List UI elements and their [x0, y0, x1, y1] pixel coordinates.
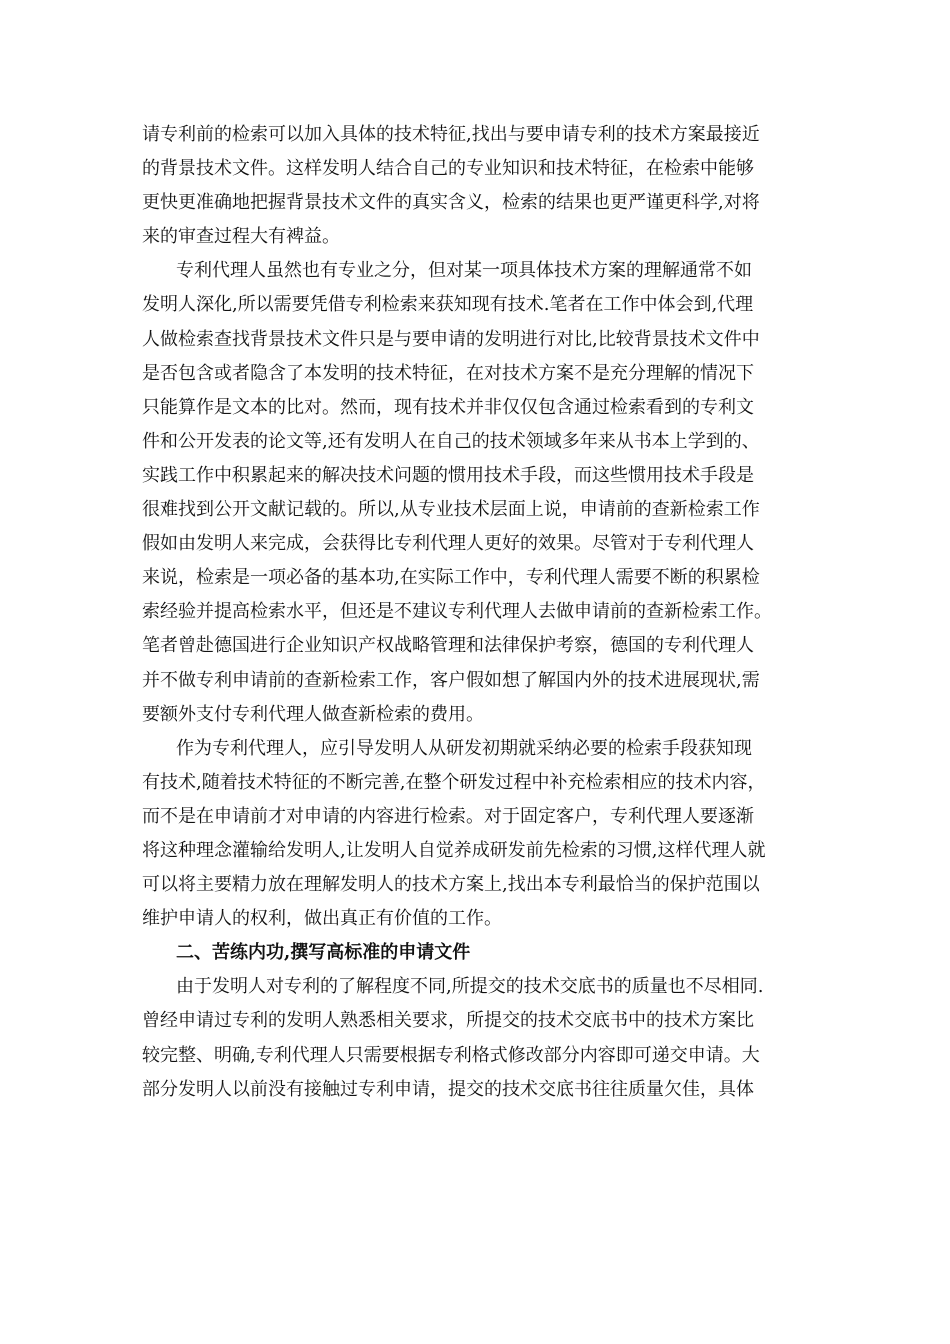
- text-line-14: 来说，检索是一项必备的基本功,在实际工作中，专利代理人需要不断的积累检: [142, 567, 760, 589]
- text-line-6: 发明人深化,所以需要凭借专利检索来获知现有技术.笔者在工作中体会到,代理: [142, 294, 754, 316]
- text-line-18: 要额外支付专利代理人做查新检索的费用。: [142, 703, 484, 725]
- text-line-12: 很难找到公开文献记载的。所以,从专业技术层面上说，申请前的查新检索工作: [142, 499, 760, 521]
- text-line-3: 更快更准确地把握背景技术文件的真实含义，检索的结果也更严谨更科学,对将: [142, 192, 760, 214]
- text-line-28: 较完整、明确,专利代理人只需要根据专利格式修改部分内容即可递交申请。大: [142, 1044, 760, 1066]
- text-line-22: 将这种理念灌输给发明人,让发明人自觉养成研发前先检索的习惯,这样代理人就: [142, 839, 766, 861]
- text-line-13: 假如由发明人来完成，会获得比专利代理人更好的效果。尽管对于专利代理人: [142, 533, 754, 555]
- text-line-10: 件和公开发表的论文等,还有发明人在自己的技术领域多年来从书本上学到的、: [142, 430, 760, 452]
- text-line-7: 人做检索查找背景技术文件只是与要申请的发明进行对比,比较背景技术文件中: [142, 328, 760, 350]
- text-line-9: 只能算作是文本的比对。然而，现有技术并非仅仅包含通过检索看到的专利文: [142, 396, 754, 418]
- text-line-23: 可以将主要精力放在理解发明人的技术方案上,找出本专利最恰当的保护范围以: [142, 874, 760, 896]
- document-page: [142, 118, 810, 1107]
- text-line-8: 是否包含或者隐含了本发明的技术特征，在对技术方案不是充分理解的情况下: [142, 362, 754, 384]
- text-line-27: 曾经申请过专利的发明人熟悉相关要求，所提交的技术交底书中的技术方案比: [142, 1010, 754, 1032]
- text-line-11: 实践工作中积累起来的解决技术问题的惯用技术手段，而这些惯用技术手段是: [142, 464, 754, 486]
- text-line-29: 部分发明人以前没有接触过专利申请，提交的技术交底书往往质量欠佳，具体: [142, 1078, 754, 1100]
- section-heading: 二、苦练内功,撰写高标准的申请文件: [176, 942, 471, 964]
- text-line-15: 索经验并提高检索水平，但还是不建议专利代理人去做申请前的查新检索工作。: [142, 601, 772, 623]
- text-line-1: 请专利前的检索可以加入具体的技术特征,找出与要申请专利的技术方案最接近: [142, 124, 760, 145]
- text-line-5: 专利代理人虽然也有专业之分，但对某一项具体技术方案的理解通常不如: [176, 260, 752, 282]
- text-line-21: 而不是在申请前才对申请的内容进行检索。对于固定客户，专利代理人要逐渐: [142, 805, 754, 827]
- text-line-16: 笔者曾赴德国进行企业知识产权战略管理和法律保护考察，德国的专利代理人: [142, 635, 754, 657]
- text-line-26: 由于发明人对专利的了解程度不同,所提交的技术交底书的质量也不尽相同.: [176, 976, 764, 998]
- text-line-24: 维护申请人的权利，做出真正有价值的工作。: [142, 908, 502, 930]
- text-line-2: 的背景技术文件。这样发明人结合自己的专业知识和技术特征，在检索中能够: [142, 158, 754, 180]
- text-line-20: 有技术,随着技术特征的不断完善,在整个研发过程中补充检索相应的技术内容，: [142, 771, 766, 793]
- text-line-19: 作为专利代理人，应引导发明人从研发初期就采纳必要的检索手段获知现: [176, 737, 752, 759]
- text-line-4: 来的审查过程大有裨益。: [142, 226, 340, 248]
- text-line-17: 并不做专利申请前的查新检索工作，客户假如想了解国内外的技术进展现状,需: [142, 669, 760, 691]
